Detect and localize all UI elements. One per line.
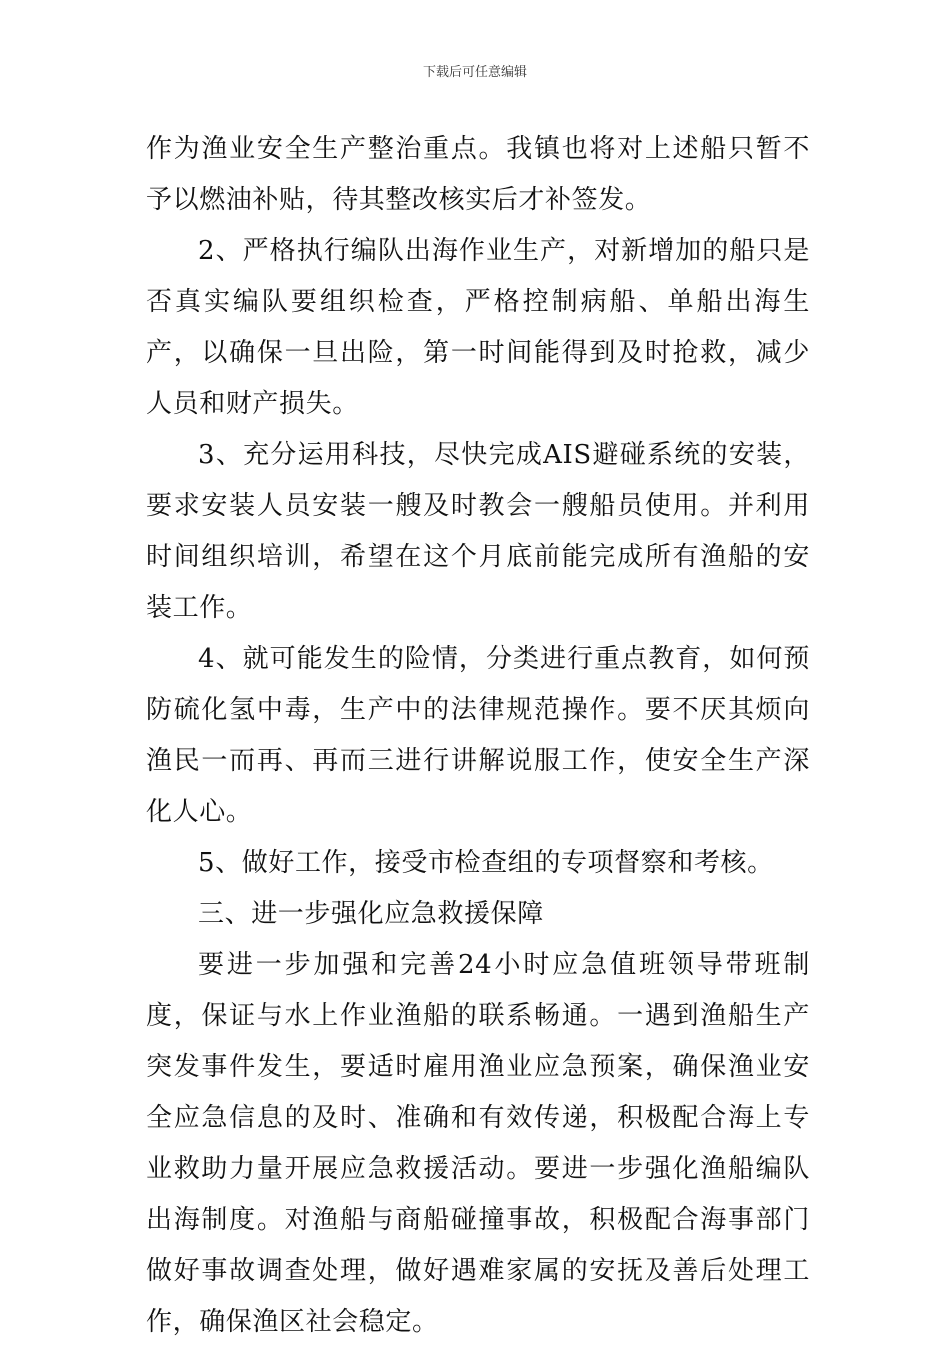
paragraph-continuation: 作为渔业安全生产整治重点。我镇也将对上述船只暂不予以燃油补贴，待其整改核实后才补签发。 [146, 134, 810, 215]
page-header-note: 下载后可任意编辑 [422, 65, 527, 80]
paragraph-item-5: 5、做好工作，接受市检查组的专项督察和考核。 [198, 848, 774, 878]
document-body [146, 124, 810, 1348]
section-heading-3: 三、进一步强化应急救援保障 [198, 899, 544, 929]
paragraph-item-2: 2、严格执行编队出海作业生产，对新增加的船只是否真实编队要组织检查，严格控制病船、单船出海生产，以确保一旦出险，第一时间能得到及时抢救，减少人员和财产损失。 [146, 236, 810, 419]
paragraph-item-3: 3、充分运用科技，尽快完成AIS避碰系统的安装，要求安装人员安装一艘及时教会一艘船员使用。并利用时间组织培训，希望在这个月底前能完成所有渔船的安装工作。 [146, 440, 810, 623]
paragraph-item-4: 4、就可能发生的险情，分类进行重点教育，如何预防硫化氢中毒，生产中的法律规范操作。要不厌其烦向渔民一而再、再而三进行讲解说服工作，使安全生产深化人心。 [146, 644, 810, 827]
paragraph-emergency-response: 要进一步加强和完善24小时应急值班领导带班制度，保证与水上作业渔船的联系畅通。一遇到渔船生产突发事件发生，要适时雇用渔业应急预案，确保渔业安全应急信息的及时、准确和有效传递，积极配合海上专业救助力量开展应急救援活动。要进一步强化渔船编队出海制度。对渔船与商船碰撞事故，积极配合海事部门做好事故调查处理，做好遇难家属的安抚及善后处理工作，确保渔区社会稳定。 [146, 950, 810, 1337]
